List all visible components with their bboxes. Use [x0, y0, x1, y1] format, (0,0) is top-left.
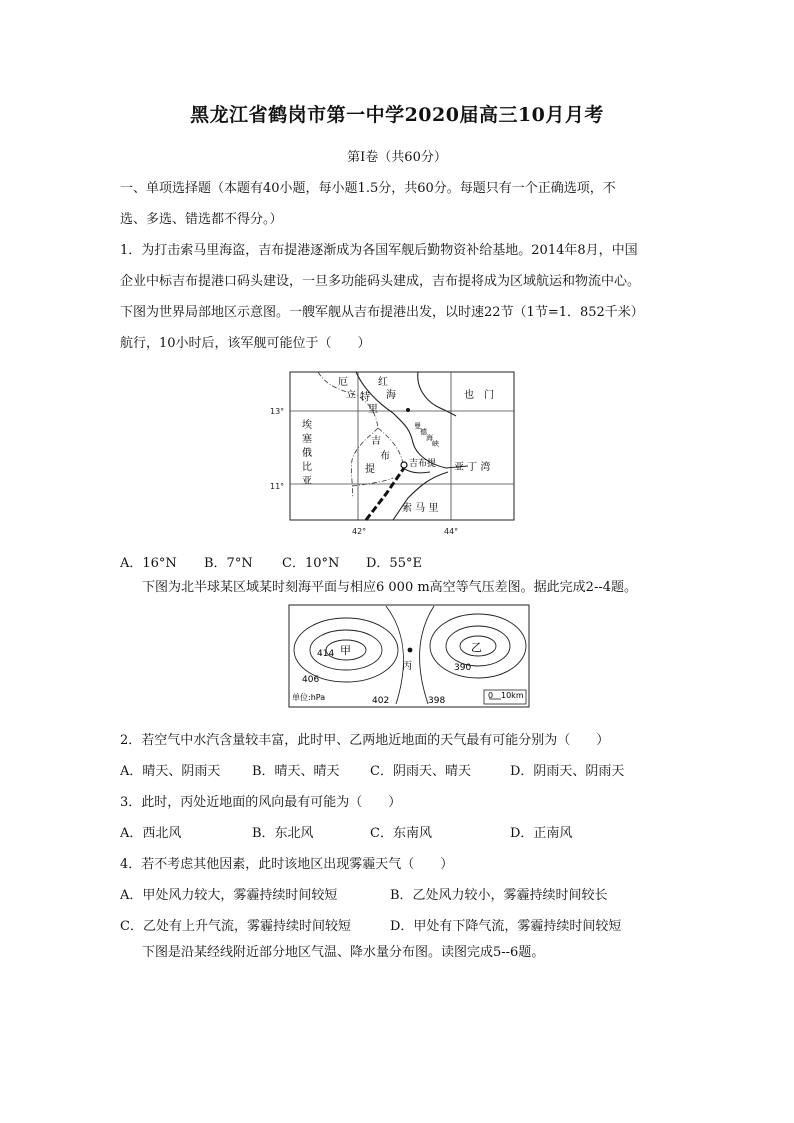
q4-option-d: D．甲处有下降气流，雾霾持续时间较短 [390, 919, 622, 934]
isobar-406-label: 406 [302, 675, 320, 685]
eritrea-char-4: 里 [368, 404, 378, 415]
q4-option-c: C．乙处有上升气流，雾霾持续时间较短 [120, 919, 351, 934]
lon-42-label: 42° [352, 527, 367, 536]
djibouti-char-1: 吉 [371, 436, 381, 447]
gulf-of-aden-label: 亚 丁 湾 [454, 462, 491, 473]
lat-11-label: 11° [270, 482, 285, 491]
q1-option-c: C．10°N [282, 556, 340, 571]
red-sea-char-1: 红 [378, 377, 388, 388]
somalia-label: 索 马 里 [402, 503, 439, 514]
q4-option-b: B．乙处风力较小，雾霾持续时间较长 [390, 888, 608, 903]
q2-4-intro: 下图为北半球某区域某时刻海平面与相应6 000 m高空等气压差图。据此完成2--4题。 [142, 580, 638, 595]
djibouti-region-map [268, 368, 526, 540]
red-sea-char-2: 海 [386, 390, 396, 401]
q3-stem: 3．此时，丙处近地面的风向最有可能为（ ） [120, 795, 402, 810]
isobar-diagram [288, 604, 530, 708]
strait-char-3: 海 [426, 434, 433, 442]
q2-stem: 2．若空气中水汽含量较丰富，此时甲、乙两地近地面的天气最有可能分别为（ ） [120, 733, 610, 748]
q5-6-intro: 下图是沿某经线附近部分地区气温、降水量分布图。读图完成5--6题。 [142, 945, 545, 960]
yemen-label: 也 门 [464, 390, 494, 401]
section-instruction-1: 一、单项选择题（本题有40小题，每小题1.5分，共60分。每题只有一个正确选项，不 [120, 181, 616, 196]
q2-option-b: B．晴天、晴天 [252, 764, 340, 779]
q1-stem-line-2: 企业中标吉布提港口码头建设，一旦多功能码头建成，吉布提将成为区域航运和物流中心。 [120, 274, 641, 289]
page-title: 黑龙江省鹤岗市第一中学2020届高三10月月考 [190, 104, 604, 126]
ethiopia-char-3: 俄 [302, 448, 312, 459]
lat-13-label: 13° [270, 407, 285, 416]
q2-option-c: C．阴雨天、晴天 [370, 764, 471, 779]
q1-option-d: D．55°E [366, 556, 422, 571]
eritrea-char-1: 厄 [338, 377, 348, 388]
q2-option-a: A．晴天、阴雨天 [120, 764, 221, 779]
isobar-414-label: 414 [317, 649, 335, 659]
q1-stem-line-1: 1．为打击索马里海盗，吉布提港逐渐成为各国军舰后勤物资补给基地。2014年8月，中国 [120, 243, 638, 258]
eritrea-char-2: 立 [346, 390, 356, 401]
djibouti-char-3: 提 [365, 464, 375, 475]
ethiopia-char-1: 埃 [302, 420, 312, 431]
isobar-390-label: 390 [454, 663, 472, 673]
ethiopia-char-2: 塞 [302, 434, 312, 445]
djibouti-char-2: 布 [380, 451, 390, 462]
q1-stem-line-3: 下图为世界局部地区示意图。一艘军舰从吉布提港出发，以时速22节（1节=1．852千米） [120, 305, 644, 320]
q3-option-c: C．东南风 [370, 826, 432, 841]
eritrea-char-3: 特 [360, 392, 370, 403]
ethiopia-char-4: 比 [302, 462, 312, 473]
q1-option-a: A．16°N [120, 556, 177, 571]
q3-option-b: B．东北风 [252, 826, 314, 841]
isobar-402-label: 402 [372, 696, 390, 706]
strait-char-1: 曼 [414, 422, 421, 430]
q3-option-d: D．正南风 [510, 826, 573, 841]
point-yi-label: 乙 [471, 641, 482, 654]
section-subtitle: 第Ⅰ卷（共60分） [347, 150, 447, 165]
scale-zero-label: 0 [488, 691, 494, 700]
ethiopia-char-5: 亚 [302, 476, 312, 487]
unit-label: 单位:hPa [292, 693, 326, 702]
djibouti-port-label: 吉布提 [409, 459, 437, 469]
strait-char-4: 峡 [432, 440, 439, 448]
q4-stem: 4．若不考虑其他因素，此时该地区出现雾霾天气（ ） [120, 857, 454, 872]
section-instruction-2: 选、多选、错选都不得分。） [120, 212, 283, 227]
q2-option-d: D．阴雨天、阴雨天 [510, 764, 625, 779]
q1-stem-line-4: 航行，10小时后，该军舰可能位于（ ） [120, 336, 371, 351]
isobar-398-label: 398 [428, 696, 446, 706]
q4-option-a: A．甲处风力较大，雾霾持续时间较短 [120, 888, 338, 903]
lon-44-label: 44° [444, 527, 459, 536]
point-bing-label: 丙 [402, 661, 412, 672]
point-jia-label: 甲 [340, 644, 351, 657]
q1-option-b: B．7°N [204, 556, 253, 571]
scale-label: 10km [501, 691, 524, 700]
q3-option-a: A．西北风 [120, 826, 182, 841]
strait-char-2: 德 [420, 428, 427, 436]
